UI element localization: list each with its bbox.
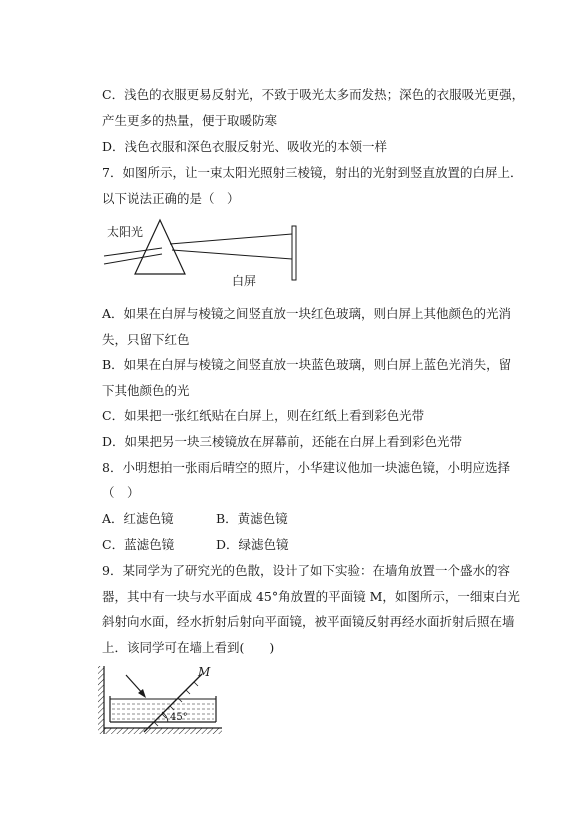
incident-ray-lower <box>104 254 162 264</box>
q7-option-d: D．如果把另一块三棱镜放在屏幕前，还能在白屏上看到彩色光带 <box>102 434 463 449</box>
q8-option-c: C．蓝滤色镜 <box>102 537 175 552</box>
q7-option-c: C．如果把一张红纸贴在白屏上，则在红纸上看到彩色光带 <box>102 408 425 423</box>
q6-option-d: D．浅色衣服和深色衣服反射光、吸收光的本领一样 <box>102 139 388 154</box>
q7-option-a-line1: A．如果在白屏与棱镜之间竖直放一块红色玻璃，则白屏上其他颜色的光消 <box>102 306 512 321</box>
wall-hatching <box>98 666 104 734</box>
q8-option-a: A．红滤色镜 <box>102 511 174 526</box>
q8-stem-line1: 8．小明想拍一张雨后晴空的照片，小华建议他加一块滤色镜，小明应选择 <box>102 460 510 475</box>
q9-stem-line1: 9．某同学为了研究光的色散，设计了如下实验：在墙角放置一个盛水的容 <box>102 563 510 578</box>
water-texture <box>112 704 214 719</box>
plane-mirror <box>144 674 202 732</box>
q7-option-a-line2: 失，只留下红色 <box>102 332 190 347</box>
q7-stem-line2: 以下说法正确的是（ ） <box>102 191 240 206</box>
screen-label: 白屏 <box>232 274 257 288</box>
refracted-ray-lower <box>172 250 292 259</box>
q8-stem-line2: （ ） <box>102 485 140 500</box>
refracted-ray-upper <box>170 234 292 244</box>
q9-stem-line2: 器，其中有一块与水平面成 45°角放置的平面镜 M，如图所示，一细束白光 <box>102 589 520 604</box>
q8-option-d: D．绿滤色镜 <box>216 537 289 552</box>
q7-stem-line1: 7．如图所示，让一束太阳光照射三棱镜，射出的光射到竖直放置的白屏上． <box>102 165 523 180</box>
q7-option-b-line2: 下其他颜色的光 <box>102 383 190 398</box>
angle-label: 45° <box>170 712 188 723</box>
q9-stem-line4: 上．该同学可在墙上看到( ) <box>102 640 275 655</box>
white-screen <box>292 226 296 280</box>
floor-hatching <box>104 728 222 734</box>
mirror-label: M <box>198 665 211 679</box>
q9-stem-line3: 斜射向水面，经水折射后射向平面镜，被平面镜反射再经水面折射后照在墙 <box>102 614 515 629</box>
sunlight-label: 太阳光 <box>107 225 144 239</box>
incident-ray-upper <box>104 248 162 256</box>
q7-option-b-line1: B．如果在白屏与棱镜之间竖直放一块蓝色玻璃，则白屏上蓝色光消失，留 <box>102 357 512 372</box>
q6-option-c-line1: C．浅色的衣服更易反射光，不致于吸光太多而发热；深色的衣服吸光更强， <box>102 87 525 102</box>
q8-option-b: B．黄滤色镜 <box>216 511 288 526</box>
water-container-figure <box>98 662 228 736</box>
prism-figure <box>102 218 302 290</box>
q6-option-c-line2: 产生更多的热量，便于取暖防寒 <box>102 113 278 128</box>
